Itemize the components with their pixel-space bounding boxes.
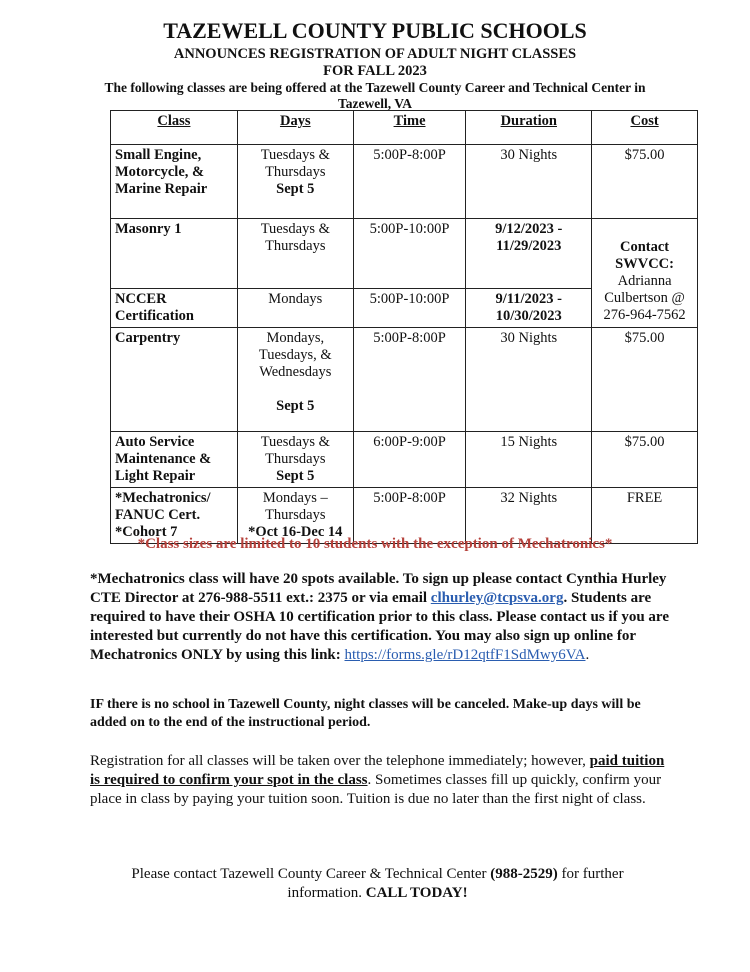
location-line-2: Tazewell, VA: [337, 96, 412, 111]
duration-cell: 9/11/2023 - 10/30/2023: [466, 289, 592, 328]
cost-cell: $75.00: [592, 432, 698, 488]
table-row: [111, 145, 698, 219]
class-cell: Masonry 1: [111, 219, 238, 289]
mechatronics-paragraph: *Mechatronics class will have 20 spots available. To sign up please contact Cynthia Hurley CTE Director at 276-988-5511 ext.: 2375 or via email clhurley@tcpsva.org. Students are required to have their OSHA 10 certification prior to this class. Please contact us if you are interested but currently do not have this certification. You may also sign up online for Mechatronics ONLY by using this link: https://forms.gle/rD12qtfF1SdMwy6VA.: [90, 571, 669, 663]
page-title: TAZEWELL COUNTY PUBLIC SCHOOLS: [163, 18, 587, 43]
shared-cost-cell: Contact SWVCC: Adrianna Culbertson @ 276-964-7562: [592, 219, 698, 328]
cancellation-paragraph: IF there is no school in Tazewell County, night classes will be canceled. Make-up days will be added on to the end of the instructional period.: [90, 697, 641, 730]
time-cell: 5:00P-10:00P: [353, 219, 466, 289]
subtitle: ANNOUNCES REGISTRATION OF ADULT NIGHT CLASSES: [173, 46, 577, 62]
table-row: [111, 328, 698, 432]
table-row: [111, 432, 698, 488]
class-size-note: *Class sizes are limited to 10 students with the exception of Mechatronics*: [137, 536, 613, 552]
time-cell: 5:00P-8:00P: [353, 145, 466, 219]
column-header: Duration: [466, 111, 592, 145]
class-cell: *Mechatronics/ FANUC Cert. *Cohort 7: [111, 488, 238, 544]
column-header: Days: [237, 111, 353, 145]
column-header: Class: [111, 111, 238, 145]
days-cell: Mondays, Tuesdays, & Wednesdays Sept 5: [237, 328, 353, 432]
days-cell: Tuesdays & Thursdays Sept 5: [237, 145, 353, 219]
registration-paragraph: Registration for all classes will be taken over the telephone immediately; however, paid tuition is required to confirm your spot in the class. Sometimes classes fill up quickly, confirm your place in class by paying your tuition soon. Tuition is due no later than the first night of class.: [90, 753, 665, 807]
contact-paragraph: Please contact Tazewell County Career & Technical Center (988-2529) for further information. CALL TODAY!: [131, 866, 624, 901]
days-cell: Tuesdays & Thursdays: [237, 219, 353, 289]
email-link[interactable]: clhurley@tcpsva.org: [430, 590, 564, 606]
days-cell: Tuesdays & Thursdays Sept 5: [237, 432, 353, 488]
days-cell: Mondays: [237, 289, 353, 328]
term: FOR FALL 2023: [323, 63, 427, 79]
location: [0, 80, 750, 112]
duration-cell: 9/12/2023 - 11/29/2023: [466, 219, 592, 289]
location-line-1: The following classes are being offered at the Tazewell County Career and Technical Center in: [104, 80, 646, 95]
class-cell: NCCER Certification: [111, 289, 238, 328]
time-cell: 6:00P-9:00P: [353, 432, 466, 488]
duration-cell: 32 Nights: [466, 488, 592, 544]
class-cell: Small Engine, Motorcycle, & Marine Repair: [111, 145, 238, 219]
cost-cell: FREE: [592, 488, 698, 544]
time-cell: 5:00P-8:00P: [353, 328, 466, 432]
column-header: Cost: [592, 111, 698, 145]
table-header-row: [111, 111, 698, 145]
cost-cell: $75.00: [592, 328, 698, 432]
column-header: Time: [353, 111, 466, 145]
class-cell: Carpentry: [111, 328, 238, 432]
duration-cell: 15 Nights: [466, 432, 592, 488]
table-row: [111, 219, 698, 289]
time-cell: 5:00P-10:00P: [353, 289, 466, 328]
time-cell: 5:00P-8:00P: [353, 488, 466, 544]
signup-form-link[interactable]: https://forms.gle/rD12qtfF1SdMwy6VA: [344, 647, 586, 663]
duration-cell: 30 Nights: [466, 328, 592, 432]
cost-cell: $75.00: [592, 145, 698, 219]
classes-table: [110, 110, 698, 544]
days-cell: Mondays – Thursdays *Oct 16-Dec 14: [237, 488, 353, 544]
class-cell: Auto Service Maintenance & Light Repair: [111, 432, 238, 488]
duration-cell: 30 Nights: [466, 145, 592, 219]
